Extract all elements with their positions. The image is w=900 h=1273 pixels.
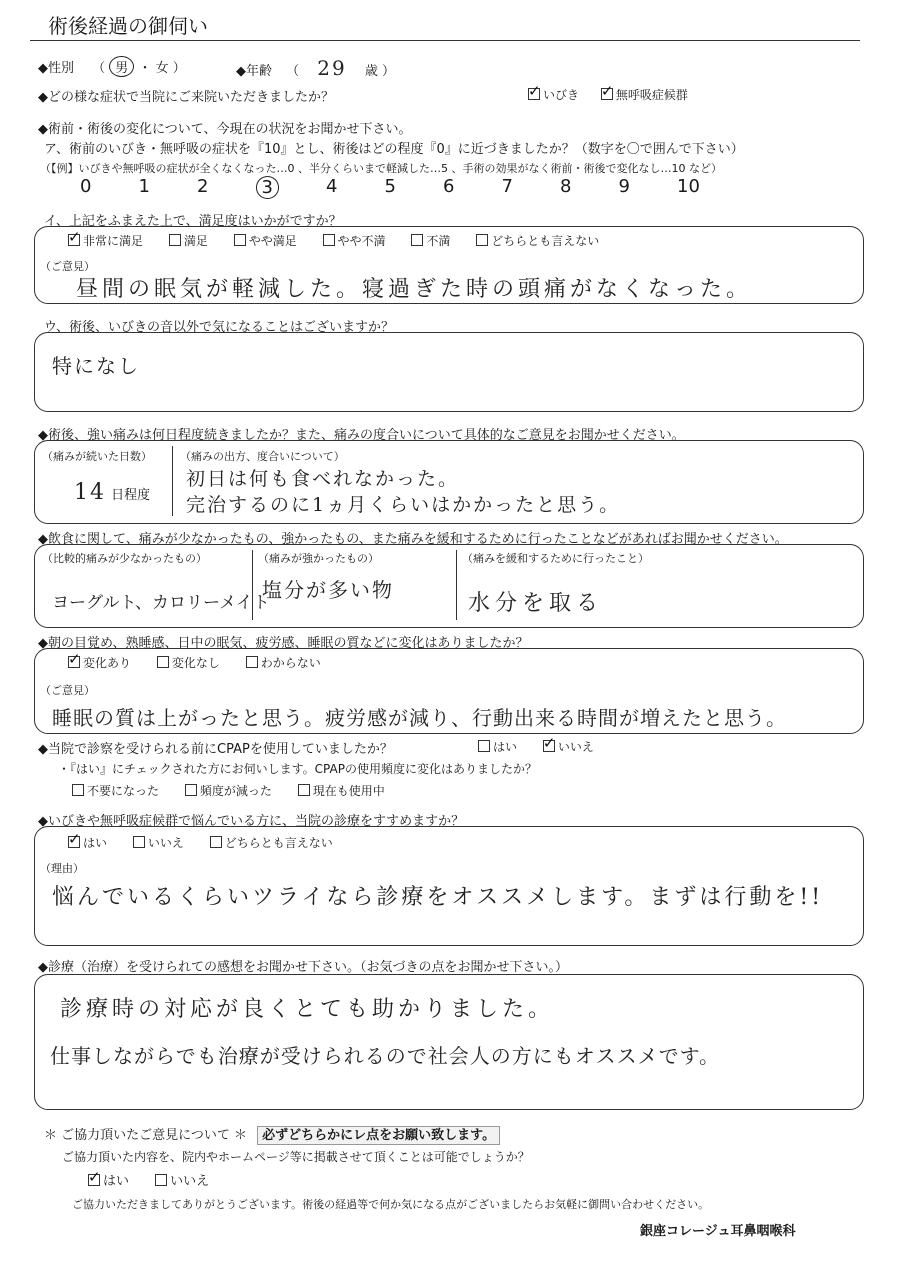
scale-9[interactable]: 9 — [618, 176, 630, 197]
scale-1[interactable]: 1 — [138, 176, 150, 197]
food-question: ◆飲食に関して、痛みが少なかったもの、強かったもの、また痛みを緩和するために行ったことなどがあればお聞かせください。 — [38, 532, 788, 547]
cpap-question: ◆当院で診察を受けられる前にCPAPを使用していましたか？ — [38, 742, 393, 757]
satisfaction-options: ✓非常に満足 満足 やや満足 やや不満 不満 どちらとも言えない — [68, 232, 621, 249]
footer-consent-options: ✓はい いいえ — [88, 1170, 209, 1189]
checkbox-neutral[interactable] — [476, 234, 488, 246]
satisfaction-comment-label: （ご意見） — [40, 260, 95, 273]
food-col3-value[interactable]: 水分を取る — [468, 591, 604, 616]
gender-row: ◆性別 （ 男 ・ 女 ） — [38, 56, 186, 77]
change-heading: ◆術前・術後の変化について、今現在の状況をお聞かせ下さい。 — [38, 122, 412, 137]
checkbox-cpap-reduced[interactable] — [185, 784, 197, 796]
checkbox-sleep-no-change[interactable] — [157, 656, 169, 668]
food-col2-value[interactable]: 塩分が多い物 — [262, 578, 394, 602]
impression-line2[interactable]: 仕事しながらでも治療が受けられるので社会人の方にもオススメです。 — [50, 1044, 720, 1068]
cpap-subquestion: ・『はい』にチェックされた方にお伺いします。CPAPの使用頻度に変化はありましたか？ — [58, 762, 537, 776]
food-col3-label: （痛みを緩和するために行ったこと） — [462, 552, 649, 565]
change-scale — [80, 176, 700, 199]
checkbox-sleep-unknown[interactable] — [246, 656, 258, 668]
pain-days: 14 日程度 — [74, 480, 151, 505]
food-divider-2 — [456, 550, 457, 620]
scale-8[interactable]: 8 — [560, 176, 572, 197]
scale-5[interactable]: 5 — [384, 176, 396, 197]
checkbox-somewhat-dissatisfied[interactable] — [323, 234, 335, 246]
scale-2[interactable]: 2 — [197, 176, 209, 197]
checkbox-dissatisfied[interactable] — [411, 234, 423, 246]
footer-consent-heading: ＊ ご協力頂いたご意見について ＊ 必ずどちらかにレ点をお願い致します。 — [44, 1124, 500, 1143]
checkbox-satisfied[interactable] — [169, 234, 181, 246]
footer-emphasis: 必ずどちらかにレ点をお願い致します。 — [257, 1126, 500, 1145]
recommend-reason-label: （理由） — [40, 862, 84, 875]
change-question-a: ア、術前のいびき・無呼吸の症状を『10』とし、術後はどの程度『0』に近づきましたか？（数字を〇で囲んで下さい） — [44, 142, 744, 157]
page-title: 術後経過の御伺い — [48, 14, 208, 38]
pain-detail-line2[interactable]: 完治するのに1ヵ月くらいはかかったと思う。 — [186, 494, 621, 516]
scale-10[interactable]: 10 — [677, 176, 700, 197]
gender-male-option[interactable]: 男 — [109, 56, 134, 77]
cpap-sub-options: 不要になった 頻度が減った 現在も使用中 — [72, 782, 407, 799]
pain-detail-label: （痛みの出方、度合いについて） — [180, 450, 345, 463]
checkbox-cpap-no[interactable] — [543, 740, 555, 752]
checkbox-recommend-yes[interactable] — [68, 836, 80, 848]
pain-divider — [172, 446, 173, 516]
sleep-comment[interactable]: 睡眠の質は上がったと思う。疲労感が減り、行動出来る時間が増えたと思う。 — [52, 706, 787, 730]
pain-days-label: （痛みが続いた日数） — [42, 450, 152, 463]
cpap-options: はい ✓ いいえ — [478, 738, 594, 755]
sleep-question: ◆朝の目覚め、熟睡感、日中の眠気、疲労感、睡眠の質などに変化はありましたか？ — [38, 636, 529, 651]
checkbox-cpap-unneeded[interactable] — [72, 784, 84, 796]
other-box — [34, 332, 864, 412]
change-example: （【例】いびきや無呼吸の症状が全くなくなった…0 、半分くらいまで軽減した…5 、手術の効果がなく術前・術後で変化なし…10 など） — [40, 162, 722, 175]
other-answer[interactable]: 特になし — [52, 354, 140, 378]
recommend-reason[interactable]: 悩んでいるくらいツライなら診療をオススメします。まずは行動を!! — [52, 885, 824, 910]
other-question: ウ、術後、いびきの音以外で気になることはございますか？ — [44, 320, 394, 335]
satisfaction-comment[interactable]: 昼間の眠気が軽減した。寝過ぎた時の頭痛がなくなった。 — [76, 277, 753, 302]
impression-line1[interactable]: 診療時の対応が良くとても助かりました。 — [60, 997, 555, 1022]
pain-question: ◆術後、強い痛みは何日程度続きましたか？また、痛みの度合いについて具体的なご意見をお聞かせください。 — [38, 428, 685, 443]
checkbox-very-satisfied[interactable] — [68, 234, 80, 246]
checkbox-cpap-yes[interactable] — [478, 740, 490, 752]
food-col1-value[interactable]: ヨーグルト、カロリーメイト — [52, 593, 270, 613]
symptom-options: ✓ いびき ✓ 無呼吸症候群 — [528, 86, 688, 103]
scale-7[interactable]: 7 — [501, 176, 513, 197]
checkbox-recommend-neutral[interactable] — [210, 836, 222, 848]
age-row: ◆年齢 （ 29 歳 ） — [236, 56, 396, 80]
pain-days-value[interactable]: 14 — [74, 480, 106, 505]
satisfaction-question: イ、上記をふまえた上で、満足度はいかがですか？ — [44, 214, 342, 229]
checkbox-apnea[interactable] — [601, 88, 613, 100]
impression-question: ◆診療（治療）を受けられての感想をお聞かせ下さい。（お気づきの点をお聞かせ下さい。） — [38, 960, 568, 975]
checkbox-consent-yes[interactable] — [88, 1174, 100, 1186]
sleep-comment-label: （ご意見） — [40, 684, 95, 697]
food-col2-label: （痛みが強かったもの） — [258, 552, 379, 565]
title-underline — [30, 40, 860, 41]
checkbox-somewhat-satisfied[interactable] — [234, 234, 246, 246]
pain-detail-line1[interactable]: 初日は何も食べれなかった。 — [186, 468, 460, 490]
scale-6[interactable]: 6 — [443, 176, 455, 197]
recommend-question: ◆いびきや無呼吸症候群で悩んでいる方に、当院の診療をすすめますか？ — [38, 814, 465, 829]
sleep-options: ✓変化あり 変化なし わからない — [68, 654, 343, 671]
checkbox-recommend-no[interactable] — [133, 836, 145, 848]
scale-4[interactable]: 4 — [326, 176, 338, 197]
checkbox-snoring[interactable] — [528, 88, 540, 100]
scale-3-selected[interactable]: 3 — [256, 176, 279, 199]
footer-thanks: ご協力いただきましてありがとうございます。術後の経過等で何か気になる点がございましたらお気軽に御問い合わせください。 — [72, 1198, 710, 1211]
symptom-question: ◆どの様な症状で当院にご来院いただきましたか？ — [38, 90, 334, 105]
clinic-name: 銀座コレージュ耳鼻咽喉科 — [640, 1224, 796, 1239]
checkbox-consent-no[interactable] — [155, 1174, 167, 1186]
footer-consent-question: ご協力頂いた内容を、院内やホームページ等に掲載させて頂くことは可能でしょうか？ — [62, 1150, 530, 1164]
gender-female-option[interactable]: 女 — [155, 61, 169, 76]
food-col1-label: （比較的痛みが少なかったもの） — [42, 552, 207, 565]
age-value[interactable]: 29 — [317, 56, 347, 80]
gender-label: ◆性別 — [38, 61, 74, 76]
scale-0[interactable]: 0 — [80, 176, 92, 197]
checkbox-sleep-changed[interactable] — [68, 656, 80, 668]
age-label: ◆年齢 — [236, 64, 272, 79]
checkbox-cpap-still-using[interactable] — [298, 784, 310, 796]
recommend-options: ✓はい いいえ どちらとも言えない — [68, 834, 355, 851]
